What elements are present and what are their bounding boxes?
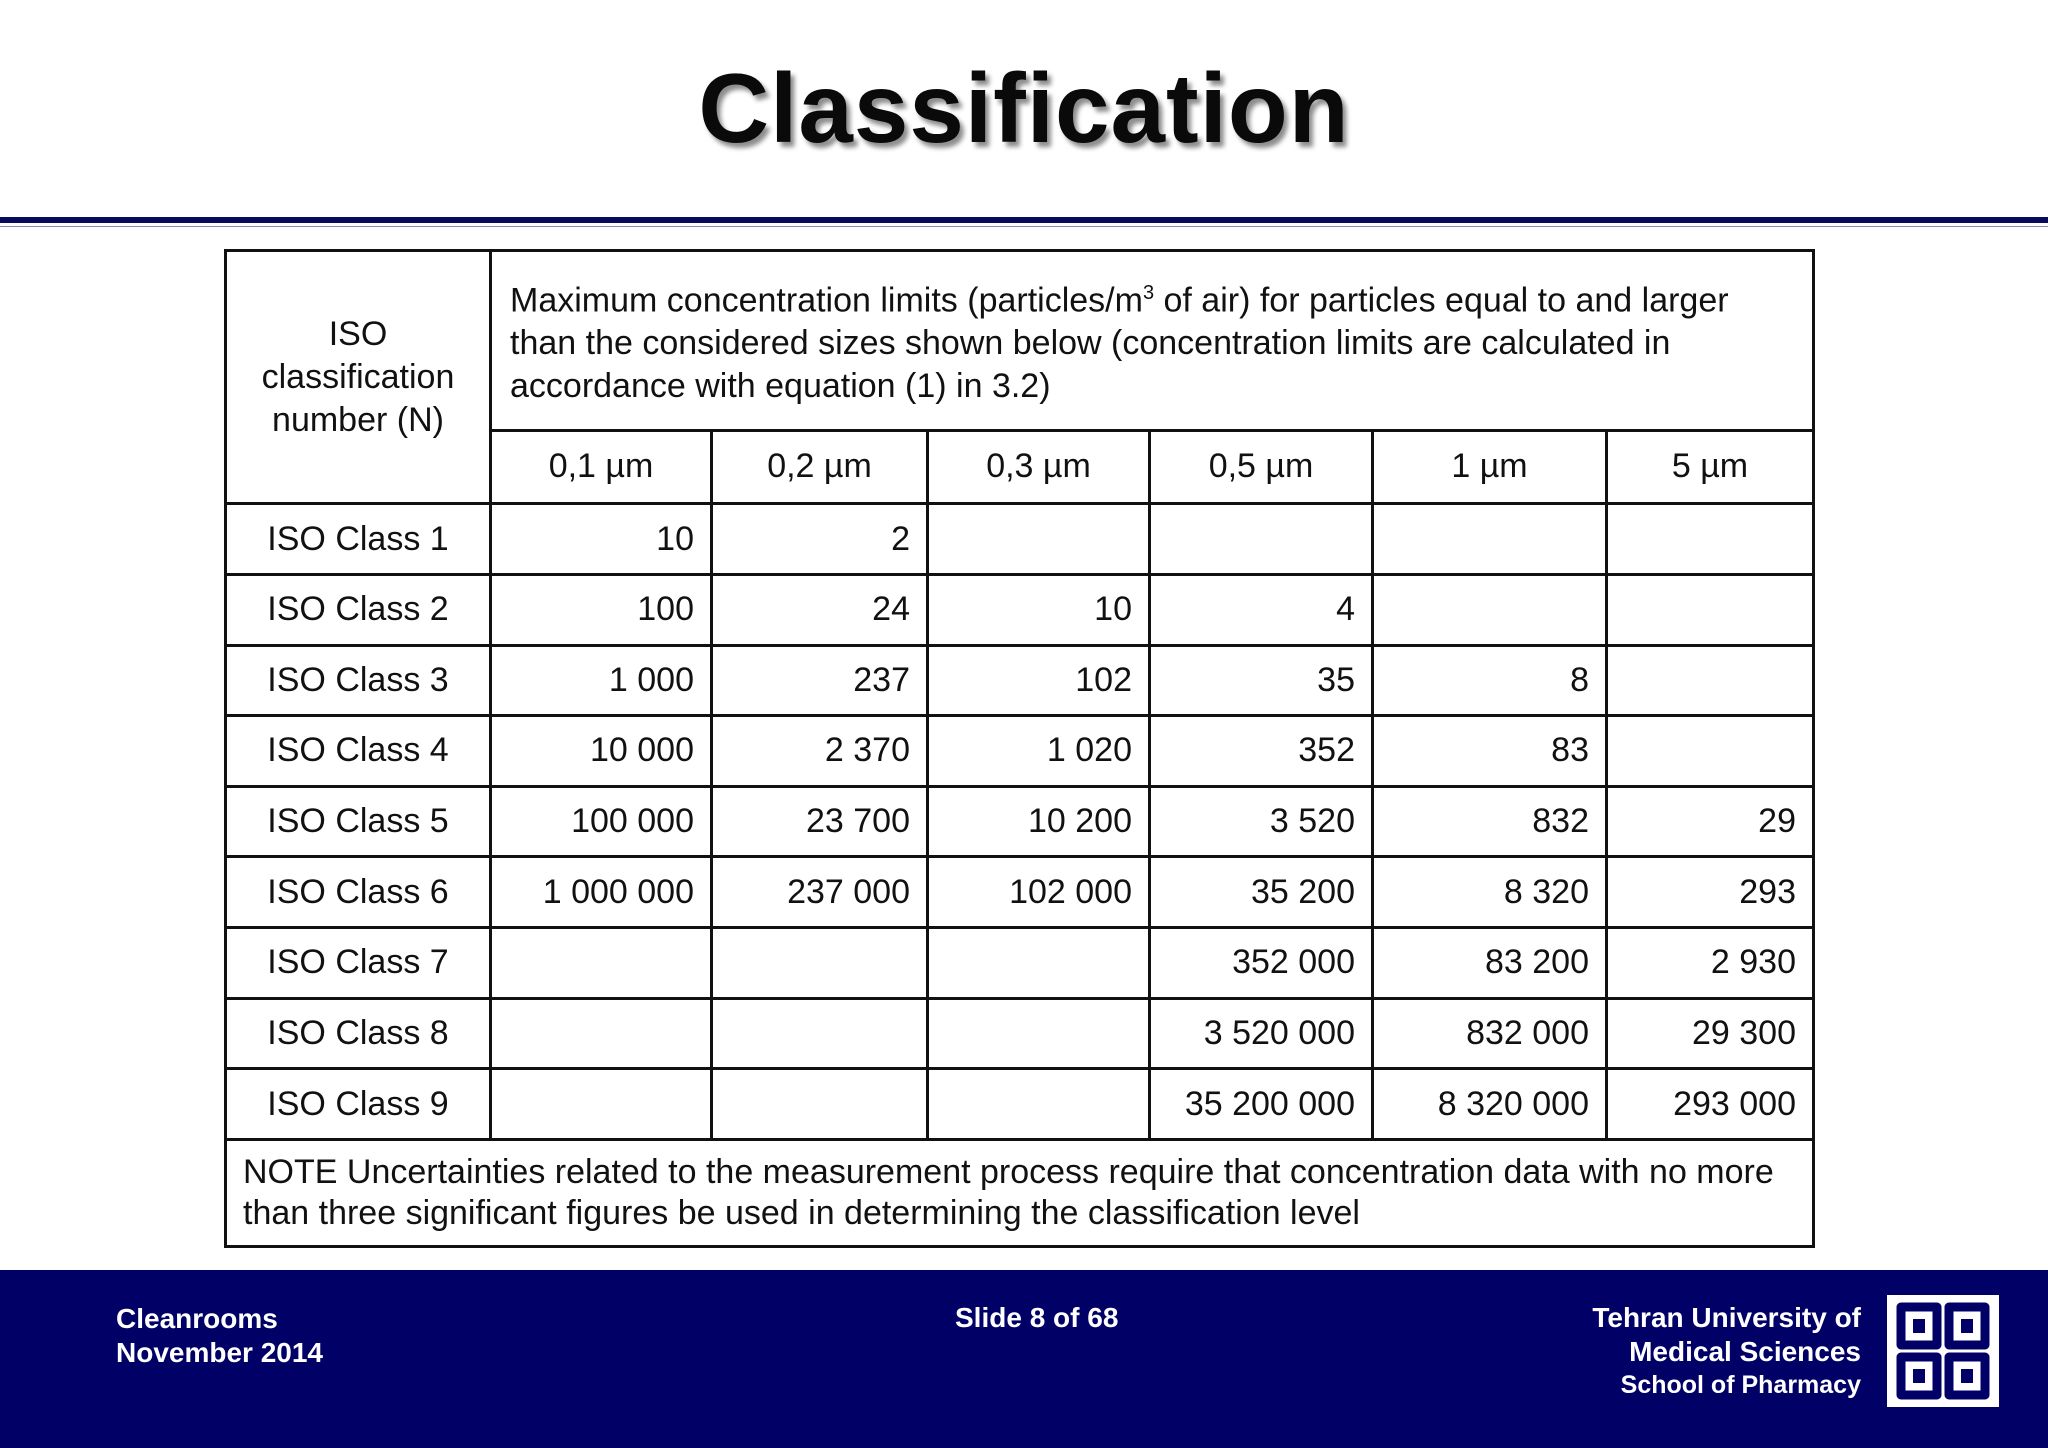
row-label: ISO Class 2 bbox=[226, 574, 491, 645]
table-cell: 3 520 000 bbox=[1150, 998, 1373, 1069]
size-header: 0,1 µm bbox=[491, 430, 712, 504]
footer-course: Cleanrooms bbox=[116, 1303, 278, 1334]
table-cell: 8 bbox=[1373, 645, 1607, 716]
table-cell bbox=[1607, 504, 1814, 575]
table-row bbox=[226, 504, 1814, 575]
row-label: ISO Class 1 bbox=[226, 504, 491, 575]
table-cell: 23 700 bbox=[712, 786, 928, 857]
table-cell bbox=[491, 998, 712, 1069]
table-cell: 293 bbox=[1607, 857, 1814, 928]
table-cell: 100 000 bbox=[491, 786, 712, 857]
slide-number: Slide 8 of 68 bbox=[955, 1302, 1119, 1333]
table-cell: 1 020 bbox=[928, 716, 1150, 787]
header-concentration-description bbox=[491, 251, 1814, 431]
table-cell: 832 000 bbox=[1373, 998, 1607, 1069]
table-cell bbox=[928, 504, 1150, 575]
table-cell: 35 200 bbox=[1150, 857, 1373, 928]
table-cell: 102 000 bbox=[928, 857, 1150, 928]
row-label: ISO Class 6 bbox=[226, 857, 491, 928]
table-cell: 10 bbox=[928, 574, 1150, 645]
table-row bbox=[226, 1069, 1814, 1140]
table-cell: 8 320 bbox=[1373, 857, 1607, 928]
header-desc-post: of air) for particles equal to and larger than the considered sizes shown below (concentration limits are calculated in accordance with equation (1) in 3.2) bbox=[510, 281, 1729, 406]
table-cell bbox=[928, 928, 1150, 999]
row-label: ISO Class 7 bbox=[226, 928, 491, 999]
table-note: NOTE Uncertainties related to the measurement process require that concentration data with no more than three significant figures be used in determining the classification level bbox=[226, 1139, 1814, 1246]
table-cell: 2 370 bbox=[712, 716, 928, 787]
table-cell: 29 bbox=[1607, 786, 1814, 857]
table-cell bbox=[1607, 574, 1814, 645]
table-cell: 10 200 bbox=[928, 786, 1150, 857]
footer-date: November 2014 bbox=[116, 1337, 324, 1368]
table-cell: 24 bbox=[712, 574, 928, 645]
size-header: 0,2 µm bbox=[712, 430, 928, 504]
table-row bbox=[226, 998, 1814, 1069]
table-cell: 1 000 000 bbox=[491, 857, 712, 928]
row-label: ISO Class 5 bbox=[226, 786, 491, 857]
table-cell: 2 930 bbox=[1607, 928, 1814, 999]
table-cell: 352 bbox=[1150, 716, 1373, 787]
table-cell: 3 520 bbox=[1150, 786, 1373, 857]
header-iso-line2: classification bbox=[261, 357, 455, 396]
institution-line1: Tehran University of bbox=[1592, 1302, 1861, 1333]
table-cell: 35 bbox=[1150, 645, 1373, 716]
table-cell bbox=[491, 928, 712, 999]
footer-left bbox=[116, 1302, 323, 1370]
header-desc-sup: 3 bbox=[1142, 282, 1155, 305]
header-iso-line3: number (N) bbox=[272, 400, 444, 439]
title-divider bbox=[0, 217, 2048, 223]
size-header: 1 µm bbox=[1373, 430, 1607, 504]
table-cell bbox=[712, 928, 928, 999]
table-cell: 35 200 000 bbox=[1150, 1069, 1373, 1140]
table-cell bbox=[928, 1069, 1150, 1140]
table-row bbox=[226, 928, 1814, 999]
slide-title: Classification bbox=[698, 53, 1350, 163]
table-cell: 8 320 000 bbox=[1373, 1069, 1607, 1140]
table-row bbox=[226, 857, 1814, 928]
slide-footer bbox=[0, 1270, 2048, 1448]
institution-line3: School of Pharmacy bbox=[1620, 1371, 1861, 1399]
table-cell bbox=[712, 1069, 928, 1140]
row-label: ISO Class 8 bbox=[226, 998, 491, 1069]
table-cell: 237 000 bbox=[712, 857, 928, 928]
header-desc-pre: Maximum concentration limits (particles/m bbox=[510, 281, 1143, 320]
iso-classification-table bbox=[224, 249, 1815, 1248]
table-row bbox=[226, 716, 1814, 787]
table-cell bbox=[491, 1069, 712, 1140]
size-header: 0,3 µm bbox=[928, 430, 1150, 504]
table-cell bbox=[928, 998, 1150, 1069]
university-logo-icon bbox=[1887, 1295, 1999, 1407]
row-label: ISO Class 4 bbox=[226, 716, 491, 787]
table-cell: 83 200 bbox=[1373, 928, 1607, 999]
table-cell: 832 bbox=[1373, 786, 1607, 857]
table-cell: 237 bbox=[712, 645, 928, 716]
institution-line2: Medical Sciences bbox=[1629, 1336, 1861, 1367]
table-cell: 4 bbox=[1150, 574, 1373, 645]
table-row bbox=[226, 645, 1814, 716]
table-cell bbox=[1150, 504, 1373, 575]
row-label: ISO Class 3 bbox=[226, 645, 491, 716]
table-cell: 10 bbox=[491, 504, 712, 575]
table-row bbox=[226, 786, 1814, 857]
table-cell: 29 300 bbox=[1607, 998, 1814, 1069]
table-cell: 2 bbox=[712, 504, 928, 575]
table-cell: 293 000 bbox=[1607, 1069, 1814, 1140]
size-header: 0,5 µm bbox=[1150, 430, 1373, 504]
table-cell: 352 000 bbox=[1150, 928, 1373, 999]
table-cell: 83 bbox=[1373, 716, 1607, 787]
table-cell: 1 000 bbox=[491, 645, 712, 716]
table-cell: 10 000 bbox=[491, 716, 712, 787]
footer-institution bbox=[1592, 1301, 1861, 1401]
table-cell bbox=[1373, 504, 1607, 575]
table-cell: 102 bbox=[928, 645, 1150, 716]
table-cell bbox=[1607, 645, 1814, 716]
title-divider-shadow bbox=[0, 226, 2048, 227]
size-header: 5 µm bbox=[1607, 430, 1814, 504]
table-cell bbox=[1607, 716, 1814, 787]
row-label: ISO Class 9 bbox=[226, 1069, 491, 1140]
header-iso-number bbox=[226, 251, 491, 504]
table-cell bbox=[712, 998, 928, 1069]
table-cell bbox=[1373, 574, 1607, 645]
table-row bbox=[226, 574, 1814, 645]
table-cell: 100 bbox=[491, 574, 712, 645]
header-iso-line1: ISO bbox=[328, 314, 388, 353]
